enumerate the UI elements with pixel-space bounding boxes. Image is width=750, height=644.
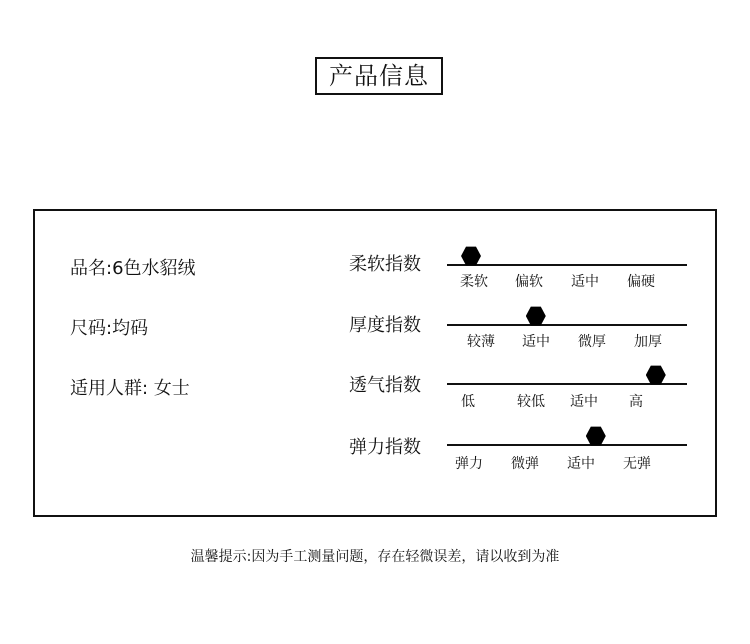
thickness-option-slightly-thick: 微厚 xyxy=(578,334,606,350)
thickness-index-track xyxy=(447,324,687,326)
product-name: 品名:6色水貂绒 xyxy=(70,258,196,279)
thickness-option-thick: 加厚 xyxy=(634,334,662,350)
breathability-index-label: 透气指数 xyxy=(349,375,421,396)
page-title: 产品信息 xyxy=(315,57,443,95)
thickness-option-medium: 适中 xyxy=(522,334,550,350)
breathability-option-medium: 适中 xyxy=(570,394,598,410)
elasticity-option-none: 无弹 xyxy=(623,456,651,472)
product-audience: 适用人群: 女士 xyxy=(70,378,190,399)
softness-option-soft: 柔软 xyxy=(460,274,488,290)
thickness-option-thin: 较薄 xyxy=(467,334,495,350)
breathability-option-low: 低 xyxy=(461,394,475,410)
softness-index-label: 柔软指数 xyxy=(349,254,421,275)
elasticity-index-label: 弹力指数 xyxy=(349,437,421,458)
breathability-option-lower: 较低 xyxy=(517,394,545,410)
elasticity-option-medium: 适中 xyxy=(567,456,595,472)
elasticity-option-slightly-elastic: 微弹 xyxy=(511,456,539,472)
elasticity-index-track xyxy=(447,444,687,446)
reminder-note: 温馨提示:因为手工测量问题，存在轻微误差，请以收到为准 xyxy=(190,549,560,565)
softness-option-medium: 适中 xyxy=(571,274,599,290)
elasticity-option-elastic: 弹力 xyxy=(455,456,483,472)
thickness-index-label: 厚度指数 xyxy=(349,315,421,336)
softness-option-slightly-soft: 偏软 xyxy=(515,274,543,290)
softness-index-track xyxy=(447,264,687,266)
softness-option-slightly-hard: 偏硬 xyxy=(627,274,655,290)
product-size: 尺码:均码 xyxy=(70,318,149,339)
breathability-option-high: 高 xyxy=(629,394,643,410)
